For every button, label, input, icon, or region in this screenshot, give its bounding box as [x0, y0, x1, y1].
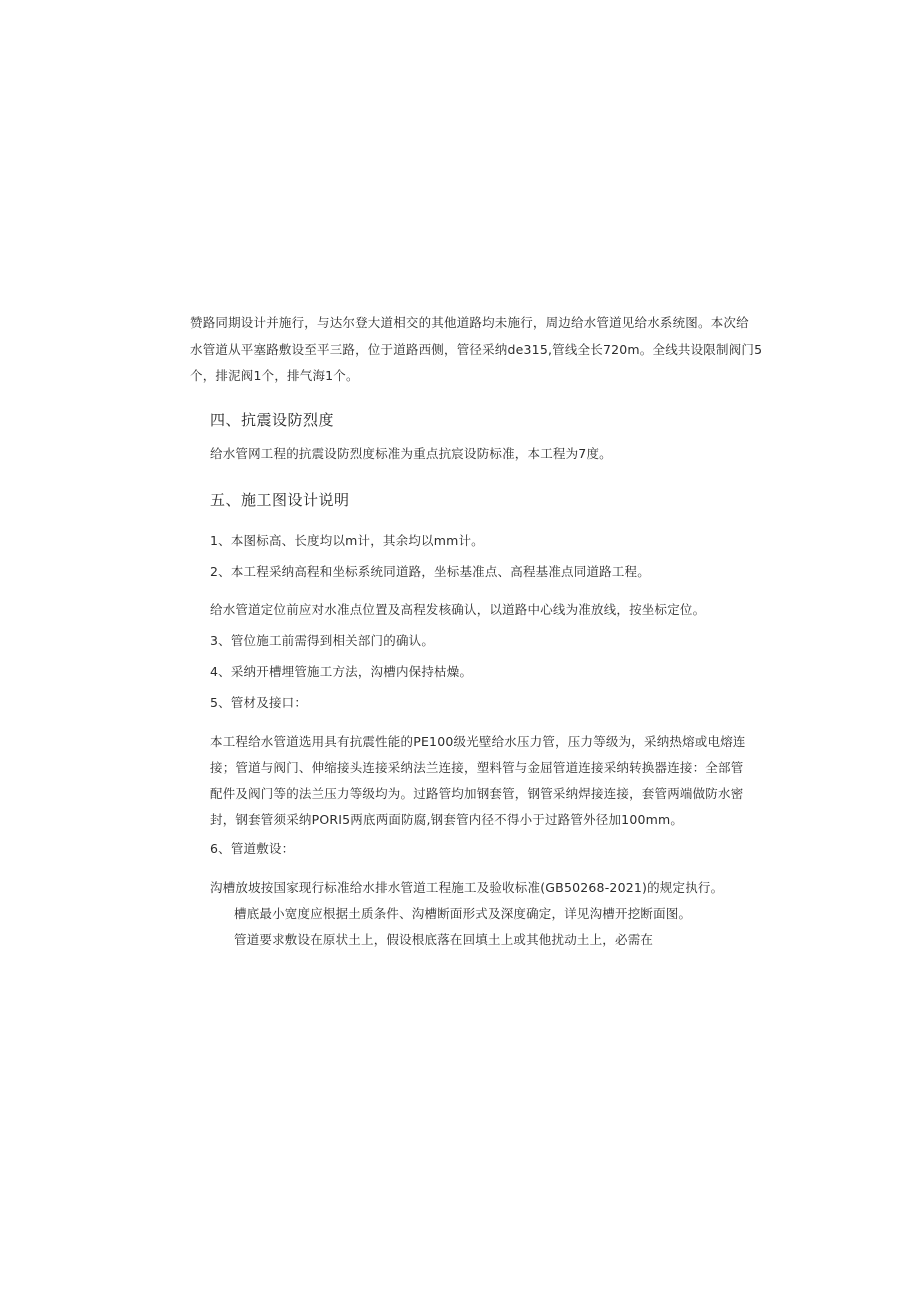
- item-5-paragraph-line-2: 接；管道与阀门、伸缩接头连接采纳法兰连接，塑料管与金屈管道连接采纳转换器连接：全部管: [210, 760, 744, 775]
- item-6-line-3: 管道要求敷设在原状土上，假设根底落在回填土上或其他扰动土上，必需在: [234, 932, 654, 947]
- section-4-body: 给水管网工程的抗震设防烈度标准为重点抗宸设防标准，本工程为7度。: [210, 446, 612, 461]
- section-5-heading: 五、施工图设计说明: [210, 491, 350, 509]
- item-2: 2、本工程采纳高程和坐标系统同道路，坐标基准点、高程基准点同道路工程。: [210, 564, 650, 579]
- item-4: 4、采纳开槽埋管施工方法，沟槽内保持枯燥。: [210, 664, 473, 679]
- item-2-note: 给水管道定位前应对水准点位置及高程发核确认，以道路中心线为准放线，按坐标定位。: [210, 602, 706, 617]
- intro-line-2: 水管道从平塞路敷设至平三路，位于道路西侧，管径采纳de315,管线全长720m。全线共设限制阀门5: [190, 342, 763, 357]
- item-1: 1、本图标高、长度均以m计，其余均以mm计。: [210, 533, 484, 548]
- item-5-paragraph-line-3: 配件及阀门等的法兰压力等级均为。过路管均加钢套管，钢管采纳焊接连接，套管两端做防水密: [210, 786, 744, 801]
- item-5: 5、管材及接口：: [210, 695, 308, 710]
- section-4-heading: 四、抗震设防烈度: [210, 411, 335, 429]
- item-6-line-2: 槽底最小宽度应根据土质条件、沟槽断面形式及深度确定，详见沟槽开挖断面图。: [234, 906, 692, 921]
- item-3: 3、管位施工前需得到相关部门的确认。: [210, 633, 435, 648]
- item-6: 6、管道敷设：: [210, 841, 295, 856]
- item-5-paragraph-line-1: 本工程给水管道选用具有抗震性能的PE100级光壁给水压力管，压力等级为，采纳热熔或电熔连: [210, 734, 746, 749]
- item-5-paragraph-line-4: 封，钢套管须采纳PORI5两底两面防腐,钢套管内径不得小于过路管外径加100mm。: [210, 812, 684, 827]
- item-6-line-1: 沟槽放坡按国家现行标准给水排水管道工程施工及验收标准(GB50268-2021)的规定执行。: [210, 880, 724, 895]
- intro-line-1: 赞路同期设计并施行，与达尔登大道相交的其他道路均未施行，周边给水管道见给水系统图。本次给: [190, 315, 749, 330]
- intro-line-3: 个，排泥阀1个，排气海1个。: [190, 368, 359, 383]
